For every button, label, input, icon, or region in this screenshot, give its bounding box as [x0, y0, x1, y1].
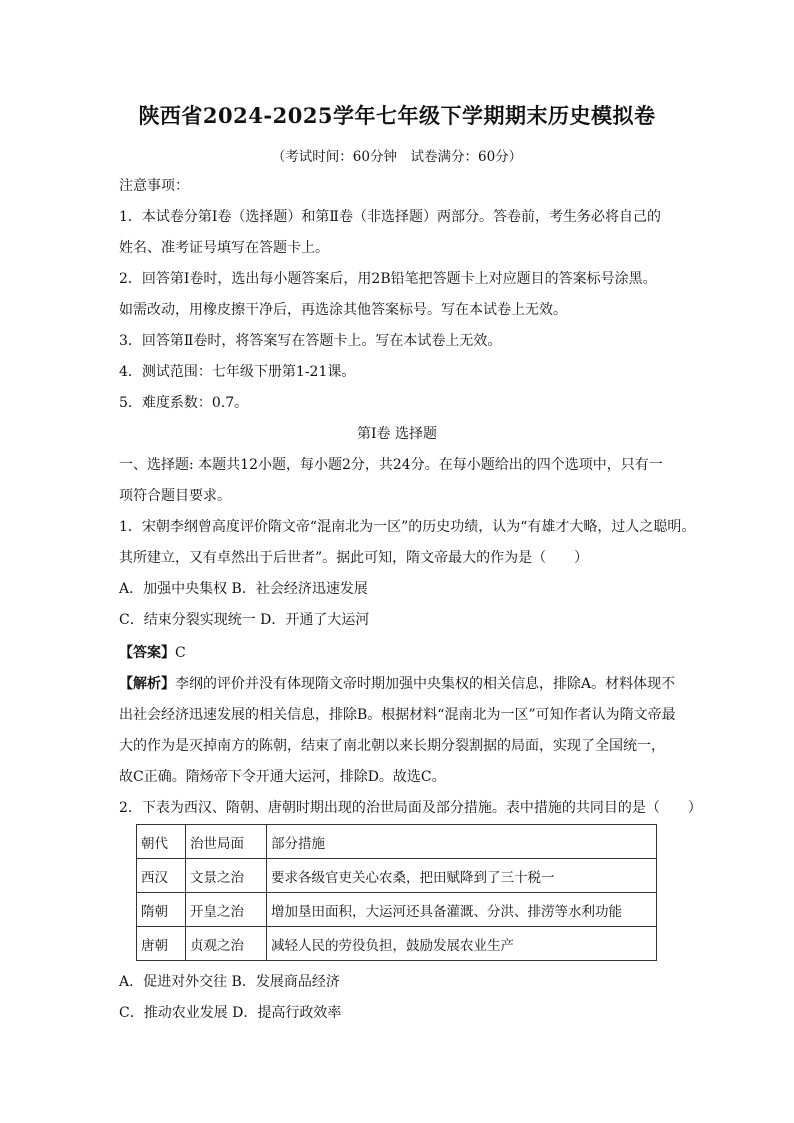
dynasty-measures-table [136, 824, 657, 961]
notice-line: 3．回答第Ⅱ卷时，将答案写在答题卡上。写在本试卷上无效。 [119, 333, 502, 349]
table-cell: 西汉 [137, 859, 186, 893]
section-title: 第Ⅰ卷 选择题 [357, 426, 437, 442]
notice-line: 1．本试卷分第Ⅰ卷（选择题）和第Ⅱ卷（非选择题）两部分。答卷前，考生务必将自己的 [119, 209, 661, 225]
analysis-label: 【解析】 [119, 676, 175, 692]
question-1-answer [119, 643, 679, 663]
page-title: 陕西省2024-2025学年七年级下学期期末历史模拟卷 [138, 103, 656, 128]
question-1-analysis: 大的作为是灭掉南方的陈朝，结束了南北朝以来长期分裂割据的局面，实现了全国统一， [119, 738, 665, 754]
table-cell: 隋朝 [137, 893, 186, 927]
answer-value: C [175, 645, 186, 661]
table-cell: 减轻人民的劳役负担，鼓励发展农业生产 [267, 927, 657, 961]
exam-time-info: （考试时间：60分钟 试卷满分：60分） [271, 149, 523, 165]
notice-heading: 注意事项： [119, 178, 189, 194]
table-cell: 要求各级官吏关心农桑，把田赋降到了三十税一 [267, 859, 657, 893]
section-intro-line: 一、选择题: 本题共12小题，每小题2分，共24分。在每小题给出的四个选项中，只有一 [119, 457, 663, 473]
table-cell: 唐朝 [137, 927, 186, 961]
question-1-stem: 其所建立，又有卓然出于后世者”。据此可知，隋文帝最大的作为是（ ） [119, 550, 589, 566]
table-header-row [137, 825, 657, 859]
table-header-cell: 朝代 [137, 825, 186, 859]
notice-line: 如需改动，用橡皮擦干净后，再选涂其他答案标号。写在本试卷上无效。 [119, 302, 567, 318]
question-1-options: A．加强中央集权 B．社会经济迅速发展 [119, 581, 368, 597]
question-1-options: C．结束分裂实现统一 D．开通了大运河 [119, 612, 370, 628]
question-2-options: C．推动农业发展 D．提高行政效率 [119, 1005, 342, 1021]
table-header-cell: 治世局面 [186, 825, 267, 859]
table-cell: 开皇之治 [186, 893, 267, 927]
section-intro-line: 项符合题目要求。 [119, 488, 231, 504]
table-row [137, 927, 657, 961]
analysis-text: 李纲的评价并没有体现隋文帝时期加强中央集权的相关信息，排除A。材料体现不 [175, 676, 676, 692]
notice-line: 2．回答第Ⅰ卷时，选出每小题答案后，用2B铅笔把答题卡上对应题目的答案标号涂黑。 [119, 271, 657, 287]
answer-label: 【答案】 [119, 645, 175, 661]
table-cell: 贞观之治 [186, 927, 267, 961]
table-row [137, 893, 657, 927]
question-2-stem: 2．下表为西汉、隋朝、唐朝时期出现的治世局面及部分措施。表中措施的共同目的是（ ） [119, 800, 702, 816]
table-row [137, 859, 657, 893]
table-cell: 增加垦田面积，大运河还具备灌溉、分洪、排涝等水利功能 [267, 893, 657, 927]
notice-line: 4．测试范围：七年级下册第1-21课。 [119, 364, 356, 380]
question-1-analysis [119, 674, 679, 694]
notice-line: 姓名、准考证号填写在答题卡上。 [119, 240, 329, 256]
question-1-analysis: 故C正确。隋炀帝下令开通大运河，排除D。故选C。 [119, 769, 446, 785]
question-1-analysis: 出社会经济迅速发展的相关信息，排除B。根据材料“混南北为一区”可知作者认为隋文帝最 [119, 707, 676, 723]
notice-line: 5．难度系数：0.7。 [119, 395, 249, 411]
question-2-options: A．促进对外交往 B．发展商品经济 [119, 974, 340, 990]
table-header-cell: 部分措施 [267, 825, 657, 859]
question-1-stem: 1．宋朝李纲曾高度评价隋文帝“混南北为一区”的历史功绩，认为“有雄才大略，过人之聪明。 [119, 519, 696, 535]
table-cell: 文景之治 [186, 859, 267, 893]
